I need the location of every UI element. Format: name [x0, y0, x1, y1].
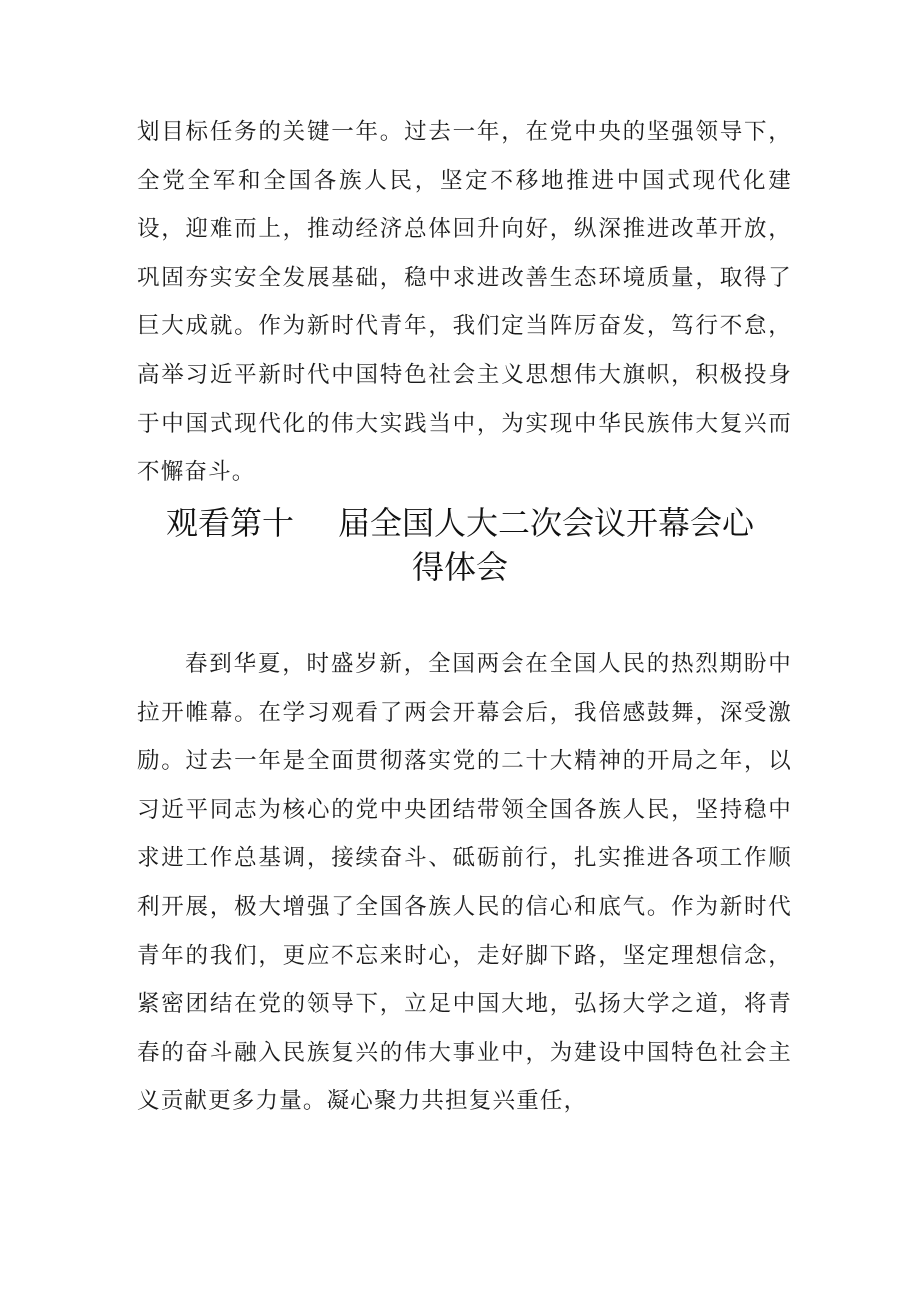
title-line-1	[120, 501, 800, 545]
article-title	[120, 501, 800, 589]
continuation-paragraph: 划目标任务的关键一年。过去一年，在党中央的坚强领导下，全党全军和全国各族人民，坚定不移地推进中国式现代化建设，迎难而上，推动经济总体回升向好，纵深推进改革开放，巩固夯实安全发展基础，稳中求进改善生态环境质量，取得了巨大成就。作为新时代青年，我们定当阵厉奋发，笃行不怠，高举习近平新时代中国特色社会主义思想伟大旗帜，积极投身于中国式现代化的伟大实践当中，为实现中华民族伟大复兴而不懈奋斗。	[137, 119, 792, 486]
title-line-2: 得体会	[411, 548, 508, 586]
title-part-1: 观看第十	[165, 504, 294, 542]
title-part-2: 届全国人大二次会议开幕会心	[338, 504, 755, 542]
article-body-paragraph: 春到华夏，时盛岁新，全国两会在全国人民的热烈期盼中拉开帷幕。在学习观看了两会开幕会后，我倍感鼓舞，深受激励。过去一年是全面贯彻落实党的二十大精神的开局之年，以习近平同志为核心的党中央团结带领全国各族人民，坚持稳中求进工作总基调，接续奋斗、砥砺前行，扎实推进各项工作顺利开展，极大增强了全国各族人民的信心和底气。作为新时代青年的我们，更应不忘来时心，走好脚下路，坚定理想信念，紧密团结在党的领导下，立足中国大地，弘扬大学之道，将青春的奋斗融入民族复兴的伟大事业中，为建设中国特色社会主义贡献更多力量。凝心聚力共担复兴重任，	[137, 651, 792, 1115]
